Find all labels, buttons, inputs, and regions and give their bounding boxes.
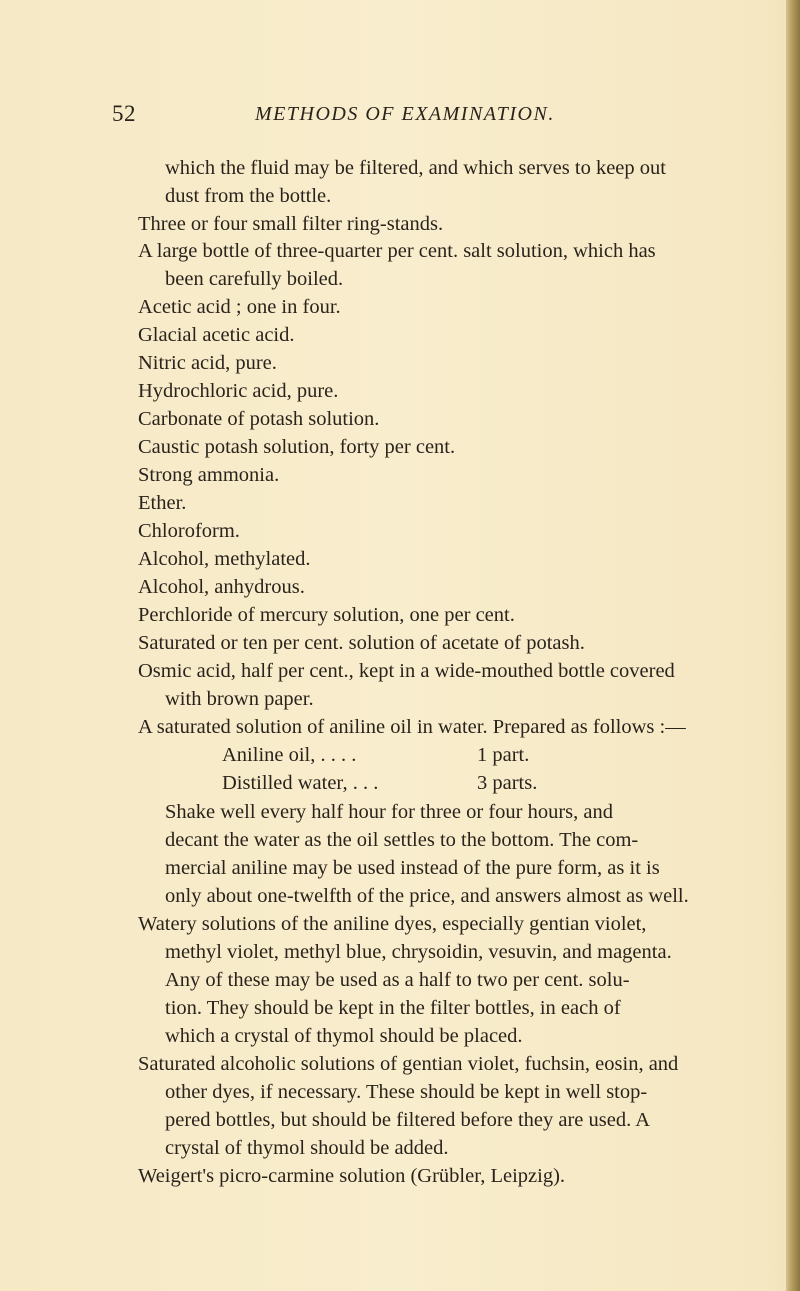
text-line: with brown paper. bbox=[165, 688, 314, 710]
text-line: which the fluid may be filtered, and which serves to keep out bbox=[165, 157, 666, 179]
list-item: Ether. bbox=[138, 492, 187, 514]
list-item: Saturated alcoholic solutions of gentian violet, fuchsin, eosin, and bbox=[138, 1053, 679, 1075]
text-line: been carefully boiled. bbox=[165, 268, 344, 290]
text-line: decant the water as the oil settles to the bottom. The com- bbox=[165, 829, 639, 851]
list-item: Osmic acid, half per cent., kept in a wide-mouthed bottle covered bbox=[138, 660, 675, 682]
list-item: Glacial acetic acid. bbox=[138, 324, 295, 346]
mixture-amount: 1 part. bbox=[477, 744, 530, 766]
list-item: Caustic potash solution, forty per cent. bbox=[138, 436, 456, 458]
text-line: methyl violet, methyl blue, chrysoidin, vesuvin, and magenta. bbox=[165, 941, 672, 963]
page-number: 52 bbox=[112, 101, 136, 126]
text-line: Any of these may be used as a half to two per cent. solu- bbox=[165, 969, 630, 991]
list-item: Alcohol, methylated. bbox=[138, 548, 311, 570]
text-line: dust from the bottle. bbox=[165, 185, 332, 207]
list-item: Hydrochloric acid, pure. bbox=[138, 380, 339, 402]
list-item: Nitric acid, pure. bbox=[138, 352, 277, 374]
mixture-amount: 3 parts. bbox=[477, 772, 538, 794]
text-line: only about one-twelfth of the price, and answers almost as well. bbox=[165, 885, 689, 907]
running-head: METHODS OF EXAMINATION. bbox=[255, 103, 555, 125]
page-edge bbox=[786, 0, 800, 1291]
list-item: Chloroform. bbox=[138, 520, 240, 542]
text-line: which a crystal of thymol should be placed. bbox=[165, 1025, 523, 1047]
text-line: Shake well every half hour for three or four hours, and bbox=[165, 801, 613, 823]
text-line: crystal of thymol should be added. bbox=[165, 1137, 449, 1159]
list-item: Alcohol, anhydrous. bbox=[138, 576, 305, 598]
mixture-ingredient: Distilled water, . . . bbox=[222, 772, 379, 794]
mixture-ingredient: Aniline oil, . . . . bbox=[222, 744, 357, 766]
list-item: Strong ammonia. bbox=[138, 464, 280, 486]
text-line: pered bottles, but should be filtered before they are used. A bbox=[165, 1109, 651, 1131]
list-item: A large bottle of three-quarter per cent. salt solution, which has bbox=[138, 240, 656, 262]
list-item: Three or four small filter ring-stands. bbox=[138, 213, 444, 235]
text-line: tion. They should be kept in the filter bottles, in each of bbox=[165, 997, 621, 1019]
text-line: other dyes, if necessary. These should be kept in well stop- bbox=[165, 1081, 648, 1103]
text-line: mercial aniline may be used instead of the pure form, as it is bbox=[165, 857, 660, 879]
list-item: Acetic acid ; one in four. bbox=[138, 296, 341, 318]
list-item: Carbonate of potash solution. bbox=[138, 408, 380, 430]
list-item: Weigert's picro-carmine solution (Grübler, Leipzig). bbox=[138, 1165, 566, 1187]
list-item: A saturated solution of aniline oil in water. Prepared as follows :— bbox=[138, 716, 686, 738]
list-item: Perchloride of mercury solution, one per cent. bbox=[138, 604, 515, 626]
list-item: Saturated or ten per cent. solution of acetate of potash. bbox=[138, 632, 585, 654]
list-item: Watery solutions of the aniline dyes, especially gentian violet, bbox=[138, 913, 647, 935]
